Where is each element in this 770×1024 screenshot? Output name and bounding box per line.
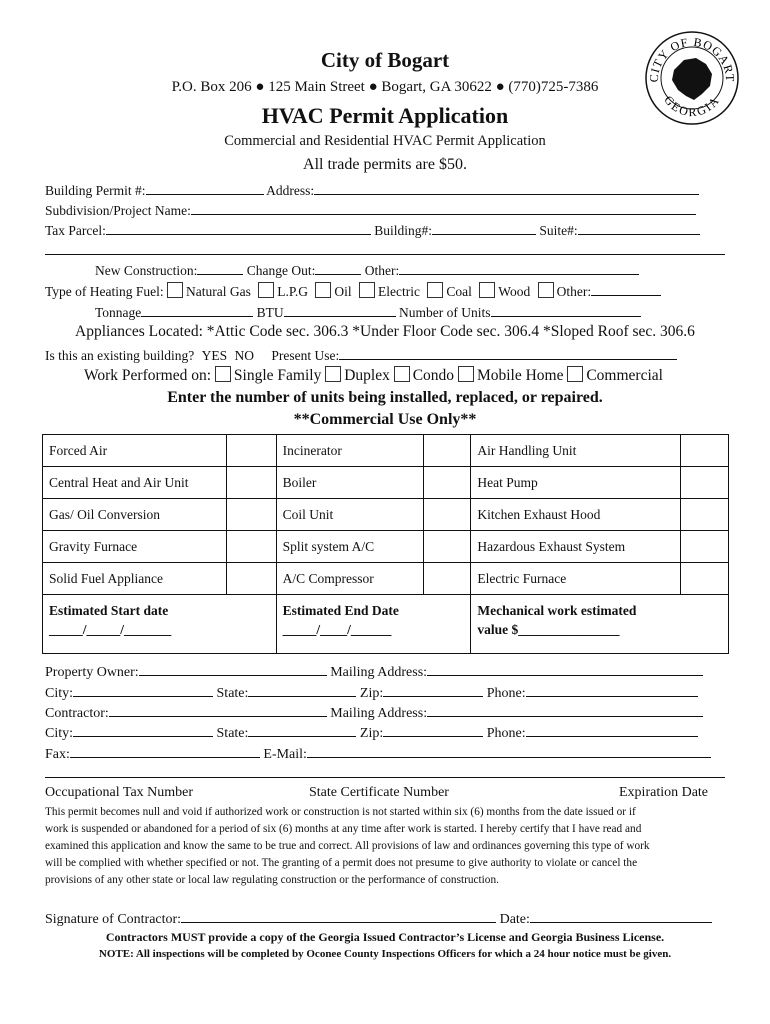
divider xyxy=(45,254,725,255)
work-option: Condo xyxy=(412,367,455,384)
fax-label: Fax: xyxy=(45,747,70,762)
building-permit-label: Building Permit #: xyxy=(45,183,146,198)
electric-checkbox[interactable] xyxy=(359,282,375,298)
equipment-label: Hazardous Exhaust System xyxy=(471,531,681,563)
work-performed-label: Work Performed on: xyxy=(84,367,212,384)
new-construction-label: New Construction: xyxy=(95,263,198,278)
coal-checkbox[interactable] xyxy=(427,282,443,298)
table-row xyxy=(43,435,729,467)
work-option: Single Family xyxy=(233,367,322,384)
fuel-option: Coal xyxy=(446,284,472,299)
disclaimer-text xyxy=(45,804,650,889)
equipment-label: Coil Unit xyxy=(276,499,423,531)
contractor-phone-field[interactable] xyxy=(526,723,698,737)
end-date-blank: _____/____/______ xyxy=(282,622,392,637)
table-row xyxy=(43,563,729,595)
owner-city-field[interactable] xyxy=(73,683,213,697)
city-label: City: xyxy=(45,726,74,741)
fuel-option: Natural Gas xyxy=(186,284,251,299)
value-label: Mechanical work estimated xyxy=(477,603,637,618)
other-fuel-field[interactable] xyxy=(591,282,661,296)
single-family-checkbox[interactable] xyxy=(215,366,231,382)
start-date-label: Estimated Start date xyxy=(49,603,169,618)
commercial-only-note: **Commercial Use Only** xyxy=(293,411,477,428)
email-field[interactable] xyxy=(307,744,711,758)
owner-mailing-address-field[interactable] xyxy=(427,662,703,676)
count-cell[interactable] xyxy=(423,467,471,499)
building-number-field[interactable] xyxy=(432,221,536,235)
date-field[interactable] xyxy=(530,909,712,923)
disclaimer-line: examined this application and know the same to be true and correct. All provisions of law and ordinances governing this type of work xyxy=(45,840,650,852)
equipment-label: A/C Compressor xyxy=(276,563,423,595)
license-signature-line[interactable] xyxy=(45,777,725,778)
no-option[interactable]: NO xyxy=(234,348,255,363)
owner-phone-field[interactable] xyxy=(526,683,698,697)
contractor-label: Contractor: xyxy=(45,706,109,721)
state-label: State: xyxy=(216,686,249,701)
count-cell[interactable] xyxy=(423,499,471,531)
seal-bottom-text: GEORGIA xyxy=(661,92,723,120)
address-label: Address: xyxy=(266,183,315,198)
mailing-address-label: Mailing Address: xyxy=(330,665,428,680)
other-label: Other: xyxy=(364,263,400,278)
end-date-label: Estimated End Date xyxy=(282,603,399,618)
contractor-zip-field[interactable] xyxy=(383,723,483,737)
zip-label: Zip: xyxy=(359,686,384,701)
value-blank: value $_______________ xyxy=(477,622,620,637)
disclaimer-line: This permit becomes null and void if authorized work or construction is not started within six (6) months from the date issued or if xyxy=(45,806,636,818)
condo-checkbox[interactable] xyxy=(394,366,410,382)
equipment-label: Solid Fuel Appliance xyxy=(43,563,227,595)
wood-checkbox[interactable] xyxy=(479,282,495,298)
count-cell[interactable] xyxy=(681,531,729,563)
count-cell[interactable] xyxy=(681,499,729,531)
suite-number-field[interactable] xyxy=(578,221,700,235)
oil-checkbox[interactable] xyxy=(315,282,331,298)
btu-label: BTU xyxy=(256,305,284,320)
count-cell[interactable] xyxy=(423,531,471,563)
fuel-option: L.P.G xyxy=(277,284,309,299)
suite-number-label: Suite#: xyxy=(539,223,578,238)
work-option: Duplex xyxy=(344,367,390,384)
table-row xyxy=(43,467,729,499)
mobile-home-checkbox[interactable] xyxy=(458,366,474,382)
property-owner-label: Property Owner: xyxy=(45,665,139,680)
tonnage-field[interactable] xyxy=(141,303,253,317)
count-cell[interactable] xyxy=(226,467,276,499)
present-use-label: Present Use: xyxy=(271,348,340,363)
fax-field[interactable] xyxy=(70,744,260,758)
disclaimer-line: will be complied with whether specified or not. The granting of a permit does not presume to give authority to violate or cancel the xyxy=(45,857,638,869)
lpg-checkbox[interactable] xyxy=(258,282,274,298)
state-label: State: xyxy=(216,726,249,741)
count-cell[interactable] xyxy=(226,531,276,563)
signature-field[interactable] xyxy=(181,909,496,923)
count-cell[interactable] xyxy=(226,499,276,531)
start-date-blank: _____/_____/_______ xyxy=(49,622,172,637)
city-label: City: xyxy=(45,686,74,701)
heating-fuel-label: Type of Heating Fuel: xyxy=(45,284,164,299)
equipment-label: Split system A/C xyxy=(276,531,423,563)
expiration-date-label: Expiration Date xyxy=(619,785,709,800)
appliances-located: Appliances Located: *Attic Code sec. 306.3 *Under Floor Code sec. 306.4 *Sloped Roof sec. 306.6 xyxy=(75,323,695,340)
commercial-checkbox[interactable] xyxy=(567,366,583,382)
page-title: HVAC Permit Application xyxy=(261,103,509,128)
building-permit-field[interactable] xyxy=(146,181,264,195)
table-row xyxy=(43,499,729,531)
owner-zip-field[interactable] xyxy=(383,683,483,697)
phone-label: Phone: xyxy=(486,726,526,741)
occupational-tax-label: Occupational Tax Number xyxy=(45,785,194,800)
fee-note: All trade permits are $50. xyxy=(303,156,467,173)
table-row xyxy=(43,531,729,563)
seal-top-text: CITY OF BOGART xyxy=(646,34,738,83)
city-address: P.O. Box 206 ● 125 Main Street ● Bogart, GA 30622 ● (770)725-7386 xyxy=(171,79,599,95)
table-row xyxy=(43,595,729,654)
equipment-label: Incinerator xyxy=(276,435,423,467)
contractor-field[interactable] xyxy=(109,703,327,717)
subtitle: Commercial and Residential HVAC Permit Application xyxy=(224,133,546,149)
tax-parcel-label: Tax Parcel: xyxy=(45,223,106,238)
disclaimer-line: provisions of any other state or local law regulating construction or the performance of construction. xyxy=(45,874,499,886)
equipment-label: Gas/ Oil Conversion xyxy=(43,499,227,531)
new-construction-field[interactable] xyxy=(197,261,243,275)
phone-label: Phone: xyxy=(486,686,526,701)
end-date-cell[interactable] xyxy=(276,595,471,654)
fuel-option: Other: xyxy=(556,284,592,299)
mailing-address-label: Mailing Address: xyxy=(330,706,428,721)
state-certificate-label: State Certificate Number xyxy=(309,785,449,800)
equipment-label: Forced Air xyxy=(43,435,227,467)
equipment-label: Air Handling Unit xyxy=(471,435,681,467)
change-out-label: Change Out: xyxy=(246,263,316,278)
natural-gas-checkbox[interactable] xyxy=(167,282,183,298)
count-cell[interactable] xyxy=(423,563,471,595)
equipment-table xyxy=(42,434,729,654)
equipment-label: Electric Furnace xyxy=(471,563,681,595)
subdivision-label: Subdivision/Project Name: xyxy=(45,203,191,218)
contractor-mailing-address-field[interactable] xyxy=(427,703,703,717)
work-option: Mobile Home xyxy=(476,367,564,384)
work-option: Commercial xyxy=(586,367,663,384)
tonnage-label: Tonnage xyxy=(95,305,142,320)
property-owner-field[interactable] xyxy=(139,662,327,676)
zip-label: Zip: xyxy=(359,726,384,741)
subdivision-field[interactable] xyxy=(191,201,696,215)
fuel-option: Wood xyxy=(498,284,531,299)
email-label: E-Mail: xyxy=(263,747,307,762)
units-field[interactable] xyxy=(491,303,641,317)
duplex-checkbox[interactable] xyxy=(325,366,341,382)
present-use-field[interactable] xyxy=(339,346,677,360)
fuel-option: Electric xyxy=(378,284,421,299)
start-date-cell[interactable] xyxy=(43,595,277,654)
change-out-field[interactable] xyxy=(315,261,361,275)
other-fuel-checkbox[interactable] xyxy=(538,282,554,298)
contractor-state-field[interactable] xyxy=(248,723,356,737)
count-cell[interactable] xyxy=(226,563,276,595)
disclaimer-line: work is suspended or abandoned for a period of six (6) months at any time after work is started. I hereby certify that I have read and xyxy=(45,823,642,835)
owner-state-field[interactable] xyxy=(248,683,356,697)
tax-parcel-field[interactable] xyxy=(106,221,371,235)
count-cell[interactable] xyxy=(681,563,729,595)
signature-label: Signature of Contractor: xyxy=(45,912,182,927)
equipment-label: Heat Pump xyxy=(471,467,681,499)
equipment-label: Kitchen Exhaust Hood xyxy=(471,499,681,531)
yes-option[interactable]: YES xyxy=(201,348,228,363)
building-number-label: Building#: xyxy=(374,223,433,238)
existing-building-label: Is this an existing building? xyxy=(45,348,195,363)
other-field[interactable] xyxy=(399,261,639,275)
fuel-option: Oil xyxy=(334,284,352,299)
units-instruction: Enter the number of units being installed, replaced, or repaired. xyxy=(167,389,603,406)
btu-field[interactable] xyxy=(284,303,396,317)
estimated-value-cell[interactable] xyxy=(471,595,729,654)
equipment-label: Gravity Furnace xyxy=(43,531,227,563)
count-cell[interactable] xyxy=(681,467,729,499)
equipment-label: Boiler xyxy=(276,467,423,499)
count-cell[interactable] xyxy=(423,435,471,467)
units-label: Number of Units xyxy=(399,305,491,320)
date-label: Date: xyxy=(499,912,530,927)
count-cell[interactable] xyxy=(226,435,276,467)
contractor-city-field[interactable] xyxy=(73,723,213,737)
equipment-label: Central Heat and Air Unit xyxy=(43,467,227,499)
address-field[interactable] xyxy=(314,181,699,195)
count-cell[interactable] xyxy=(681,435,729,467)
city-name: City of Bogart xyxy=(320,48,450,72)
inspection-note: NOTE: All inspections will be completed by Oconee County Inspections Officers for which a 24 hour notice must be given. xyxy=(98,948,672,960)
license-note: Contractors MUST provide a copy of the Georgia Issued Contractor’s License and Georgia Business License. xyxy=(105,930,665,944)
